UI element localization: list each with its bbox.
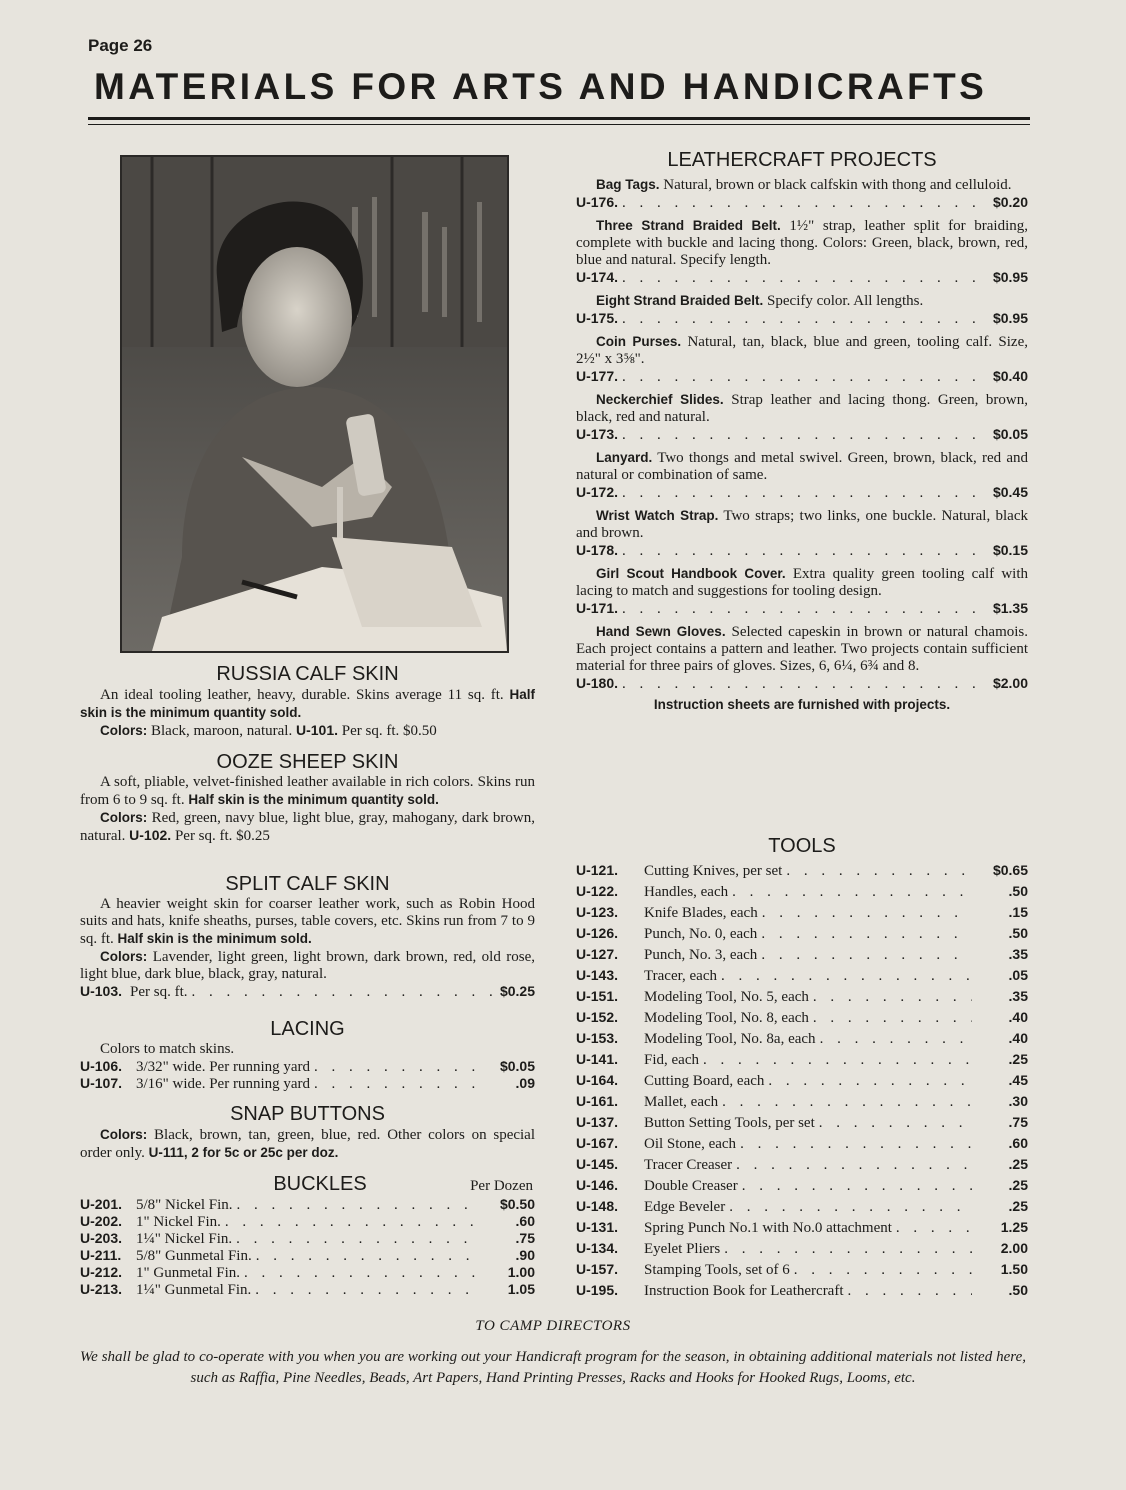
tool-row [576, 883, 1028, 904]
leader-dots [742, 1178, 972, 1195]
split-note: Half skin is the minimum sold. [117, 931, 312, 946]
tool-code: U-121. [576, 862, 619, 878]
project-item [576, 507, 1028, 560]
tool-desc: Modeling Tool, No. 8, each [644, 1010, 809, 1026]
tool-desc: Handles, each [644, 884, 729, 900]
buckle-row [80, 1196, 535, 1213]
lacing-row [80, 1075, 535, 1092]
tool-desc: Tracer, each [644, 968, 717, 984]
tool-price: $0.65 [992, 862, 1028, 878]
tool-desc: Edge Beveler [644, 1199, 726, 1215]
russia-heading: RUSSIA CALF SKIN [216, 663, 399, 685]
tool-code: U-143. [576, 967, 619, 983]
tool-code: U-134. [576, 1240, 619, 1256]
buckles-heading-row [80, 1172, 535, 1196]
leader-dots [256, 1248, 475, 1265]
lacing-desc: 3/32" wide. Per running yard [136, 1059, 311, 1075]
split-calf-section [80, 872, 535, 1001]
leader-dots [762, 905, 972, 922]
page-number: Page 26 [88, 36, 153, 55]
buckles-heading: BUCKLES [273, 1173, 367, 1195]
tool-row [576, 862, 1028, 883]
tool-row [576, 946, 1028, 967]
snap-colors-label: Colors: [100, 1127, 148, 1142]
leader-dots [786, 863, 972, 880]
project-price-row [576, 600, 1028, 618]
tool-price: .45 [1008, 1072, 1028, 1088]
title-rule-thick [88, 117, 1030, 120]
split-colors-label: Colors: [100, 949, 148, 964]
ooze-colors-label: Colors: [100, 810, 148, 825]
leathercraft-heading: LEATHERCRAFT PROJECTS [667, 149, 937, 171]
russia-price: Per sq. ft. $0.50 [341, 723, 437, 739]
project-price: $1.35 [992, 600, 1028, 616]
project-price-row [576, 675, 1028, 693]
buckles-section [80, 1172, 535, 1298]
tool-price: .50 [1008, 1282, 1028, 1298]
project-text: Selected capeskin in brown or natural chamois. Each project contains a pattern and leather. Two projects contain sufficient material for three pairs of gloves. Sizes, 6, 6¼, 6¾ and 8. [576, 624, 1028, 674]
tool-price: 1.25 [1000, 1219, 1028, 1235]
project-price: $0.15 [992, 542, 1028, 558]
tool-desc: Punch, No. 0, each [644, 926, 758, 942]
buckle-code: U-202. [80, 1213, 123, 1229]
project-desc [576, 333, 1028, 368]
leader-dots [236, 1231, 475, 1248]
tool-code: U-151. [576, 988, 619, 1004]
leader-dots [729, 1199, 972, 1216]
tool-price: .25 [1008, 1198, 1028, 1214]
leader-dots [622, 485, 989, 502]
russia-calf-section [80, 662, 535, 740]
project-code: U-173. [576, 426, 619, 442]
lacing-section [80, 1017, 535, 1092]
buckle-price: $0.50 [499, 1196, 535, 1212]
project-price: $0.40 [992, 368, 1028, 384]
leader-dots [192, 984, 496, 1001]
lacing-desc: 3/16" wide. Per running yard [136, 1076, 311, 1092]
tool-code: U-164. [576, 1072, 619, 1088]
tool-desc: Stamping Tools, set of 6 [644, 1262, 790, 1278]
leader-dots [794, 1262, 972, 1279]
buckle-desc: 1¼" Gunmetal Fin. [136, 1282, 252, 1298]
project-price: $0.05 [992, 426, 1028, 442]
lacing-heading: LACING [270, 1018, 345, 1040]
leader-dots [703, 1052, 972, 1069]
tool-row [576, 1009, 1028, 1030]
project-text: Specify color. All lengths. [767, 293, 924, 309]
project-price-row [576, 542, 1028, 560]
tool-price: .25 [1008, 1051, 1028, 1067]
leader-dots [622, 195, 989, 212]
tool-code: U-146. [576, 1177, 619, 1193]
tool-row [576, 1072, 1028, 1093]
lacing-code: U-107. [80, 1075, 123, 1091]
page-title: MATERIALS FOR ARTS AND HANDICRAFTS [94, 66, 988, 107]
project-price: $0.45 [992, 484, 1028, 500]
tool-price: .05 [1008, 967, 1028, 983]
tool-row [576, 904, 1028, 925]
project-price-row [576, 368, 1028, 386]
ooze-colors: Red, green, navy blue, light blue, gray, mahogany, dark brown, natural. [80, 810, 536, 844]
project-desc [576, 623, 1028, 675]
snap-buttons-section [80, 1102, 535, 1162]
project-code: U-176. [576, 194, 619, 210]
photo-illustration [122, 157, 507, 651]
leader-dots [721, 968, 972, 985]
buckle-code: U-213. [80, 1281, 123, 1297]
craft-photo [120, 155, 509, 653]
camp-directors-heading: TO CAMP DIRECTORS [475, 1318, 631, 1334]
project-text: Two thongs and metal swivel. Green, brown, black, red and natural or combination of same. [576, 450, 1029, 483]
leader-dots [848, 1283, 972, 1300]
project-text: Natural, brown or black calfskin with thong and celluloid. [663, 177, 1012, 193]
leader-dots [622, 601, 989, 618]
camp-directors-text: We shall be glad to co-operate with you when you are working out your Handicraft program for the season, in obtaining additional materials not listed here, such as Raffia, Pine Needles, Beads, Art Papers, Hand Printing Presses, Racks and Hooks for Hooked Rugs, Looms, etc. [80, 1349, 1026, 1386]
tool-row [576, 1261, 1028, 1282]
leader-dots [622, 270, 989, 287]
tool-code: U-141. [576, 1051, 619, 1067]
leader-dots [761, 926, 972, 943]
tool-price: 1.50 [1000, 1261, 1028, 1277]
ooze-code: U-102. [129, 827, 172, 843]
tools-heading: TOOLS [768, 835, 836, 857]
leader-dots [732, 884, 972, 901]
project-price-row [576, 194, 1028, 212]
tool-price: .60 [1008, 1135, 1028, 1151]
leader-dots [622, 427, 989, 444]
tool-desc: Cutting Knives, per set [644, 863, 783, 879]
project-price: $0.95 [992, 310, 1028, 326]
tool-row [576, 1156, 1028, 1177]
leader-dots [722, 1094, 972, 1111]
buckle-row [80, 1264, 535, 1281]
tool-price: .30 [1008, 1093, 1028, 1109]
project-code: U-178. [576, 542, 619, 558]
tool-desc: Eyelet Pliers [644, 1241, 721, 1257]
tool-code: U-148. [576, 1198, 619, 1214]
tool-price: .50 [1008, 925, 1028, 941]
leader-dots [244, 1265, 475, 1282]
tool-row [576, 925, 1028, 946]
russia-code: U-101. [295, 722, 338, 738]
project-text: Two straps; two links, one buckle. Natural, black and brown. [576, 508, 1028, 541]
leathercraft-section [576, 148, 1028, 713]
tool-desc: Punch, No. 3, each [644, 947, 758, 963]
project-code: U-180. [576, 675, 619, 691]
leader-dots [724, 1241, 972, 1258]
project-item [576, 565, 1028, 618]
lacing-intro: Colors to match skins. [100, 1041, 235, 1057]
russia-text: An ideal tooling leather, heavy, durable. Skins average 11 sq. ft. [100, 687, 504, 703]
leader-dots [736, 1157, 972, 1174]
project-name: Neckerchief Slides. [596, 392, 724, 407]
buckle-code: U-201. [80, 1196, 123, 1212]
project-text: Natural, tan, black, blue and green, tooling calf. Size, 2½" x 3⅝". [576, 334, 1029, 367]
buckle-code: U-211. [80, 1247, 122, 1263]
buckle-price: 1.00 [507, 1264, 535, 1280]
project-item [576, 217, 1028, 287]
snap-colors: Black, brown, tan, green, blue, red. Other colors on special order only. [80, 1127, 536, 1161]
lacing-code: U-106. [80, 1058, 123, 1074]
project-desc [576, 507, 1028, 542]
split-heading: SPLIT CALF SKIN [225, 873, 390, 895]
leader-dots [622, 369, 989, 386]
tool-price: .25 [1008, 1177, 1028, 1193]
tool-desc: Knife Blades, each [644, 905, 758, 921]
project-desc [576, 217, 1028, 269]
project-name: Wrist Watch Strap. [596, 508, 719, 523]
tool-price: .50 [1008, 883, 1028, 899]
project-name: Lanyard. [596, 450, 653, 465]
project-name: Girl Scout Handbook Cover. [596, 566, 786, 581]
tool-code: U-127. [576, 946, 619, 962]
tool-price: .40 [1008, 1009, 1028, 1025]
tool-desc: Double Creaser [644, 1178, 738, 1194]
lacing-price: .09 [515, 1075, 535, 1091]
leader-dots [255, 1282, 475, 1299]
buckle-price: 1.05 [507, 1281, 535, 1297]
tool-desc: Button Setting Tools, per set [644, 1115, 815, 1131]
project-price-row [576, 310, 1028, 328]
leader-dots [740, 1136, 972, 1153]
project-price-row [576, 269, 1028, 287]
project-item [576, 176, 1028, 212]
leader-dots [819, 1115, 972, 1132]
tool-price: .35 [1008, 988, 1028, 1004]
leader-dots [225, 1214, 475, 1231]
snap-order: U-111, 2 for 5c or 25c per doz. [148, 1145, 339, 1160]
leader-dots [813, 989, 972, 1006]
tool-price: .35 [1008, 946, 1028, 962]
tool-row [576, 1219, 1028, 1240]
lacing-row [80, 1058, 535, 1075]
project-item [576, 292, 1028, 328]
project-price: $0.95 [992, 269, 1028, 285]
project-code: U-175. [576, 310, 619, 326]
project-code: U-171. [576, 600, 619, 616]
project-desc [576, 292, 1028, 310]
project-desc [576, 176, 1028, 194]
project-name: Eight Strand Braided Belt. [596, 293, 764, 308]
project-price-row [576, 484, 1028, 502]
tool-code: U-131. [576, 1219, 619, 1235]
project-desc [576, 565, 1028, 600]
project-code: U-172. [576, 484, 619, 500]
tool-row [576, 1114, 1028, 1135]
project-code: U-174. [576, 269, 619, 285]
russia-colors-label: Colors: [100, 723, 148, 738]
leader-dots [761, 947, 972, 964]
buckle-row [80, 1230, 535, 1247]
project-item [576, 449, 1028, 502]
leader-dots [820, 1031, 972, 1048]
tool-code: U-153. [576, 1030, 619, 1046]
title-rule-thin [88, 124, 1030, 125]
split-code: U-103. [80, 983, 123, 999]
tool-code: U-145. [576, 1156, 619, 1172]
tool-desc: Oil Stone, each [644, 1136, 737, 1152]
instruction-note: Instruction sheets are furnished with projects. [653, 697, 951, 712]
project-item [576, 333, 1028, 386]
buckle-desc: 1" Gunmetal Fin. [136, 1265, 241, 1281]
tool-code: U-152. [576, 1009, 619, 1025]
leader-dots [813, 1010, 972, 1027]
tool-desc: Mallet, each [644, 1094, 719, 1110]
buckle-row [80, 1281, 535, 1298]
lacing-list [80, 1058, 535, 1092]
split-colors: Lavender, light green, light brown, dark brown, red, old rose, light blue, dark blue, black, gray, natural. [80, 949, 536, 982]
tool-row [576, 1051, 1028, 1072]
tool-code: U-122. [576, 883, 619, 899]
ooze-price: Per sq. ft. $0.25 [174, 828, 270, 844]
buckle-price: .90 [515, 1247, 535, 1263]
ooze-heading: OOZE SHEEP SKIN [216, 751, 399, 773]
tools-section [576, 834, 1028, 1303]
tool-desc: Spring Punch No.1 with No.0 attachment [644, 1220, 892, 1236]
project-desc [576, 449, 1028, 484]
leader-dots [314, 1076, 475, 1093]
tool-row [576, 967, 1028, 988]
tool-row [576, 1198, 1028, 1219]
tools-list [576, 862, 1028, 1303]
buckle-code: U-212. [80, 1264, 123, 1280]
buckle-desc: 1" Nickel Fin. [136, 1214, 221, 1230]
tool-desc: Instruction Book for Leathercraft [644, 1283, 844, 1299]
tool-code: U-167. [576, 1135, 619, 1151]
project-text: Strap leather and lacing thong. Green, brown, black, red and natural. [576, 392, 1028, 425]
leader-dots [622, 311, 989, 328]
tool-row [576, 1135, 1028, 1156]
split-text: A heavier weight skin for coarser leather work, such as Robin Hood suits and hats, knife sheaths, purses, table covers, etc. Skins run from 7 to 9 sq. ft. [80, 896, 535, 947]
buckle-desc: 5/8" Gunmetal Fin. [136, 1248, 252, 1264]
project-name: Three Strand Braided Belt. [596, 218, 781, 233]
russia-colors: Black, maroon, natural. [151, 723, 293, 739]
buckle-desc: 1¼" Nickel Fin. [136, 1231, 233, 1247]
tool-price: 2.00 [1000, 1240, 1028, 1256]
split-price: $0.25 [499, 983, 535, 999]
tool-desc: Cutting Board, each [644, 1073, 765, 1089]
leader-dots [622, 543, 989, 560]
project-code: U-177. [576, 368, 619, 384]
tool-row [576, 988, 1028, 1009]
project-price-row [576, 426, 1028, 444]
tool-row [576, 1093, 1028, 1114]
split-price-row [80, 983, 535, 1001]
tool-desc: Modeling Tool, No. 8a, each [644, 1031, 816, 1047]
tool-desc: Tracer Creaser [644, 1157, 733, 1173]
russia-note: Half skin is the minimum quantity sold. [80, 687, 535, 720]
buckle-price: .60 [515, 1213, 535, 1229]
project-price: $2.00 [992, 675, 1028, 691]
buckles-list [80, 1196, 535, 1298]
tool-row [576, 1030, 1028, 1051]
leader-dots [314, 1059, 475, 1076]
tool-code: U-195. [576, 1282, 619, 1298]
project-name: Coin Purses. [596, 334, 682, 349]
ooze-text: A soft, pliable, velvet-finished leather available in rich colors. Skins run from 6 to 9 sq. ft. [80, 774, 535, 808]
project-item [576, 623, 1028, 693]
project-price: $0.20 [992, 194, 1028, 210]
project-text: Extra quality green tooling calf with lacing to match and suggestions for tooling design. [576, 566, 1029, 599]
projects-list [576, 176, 1028, 693]
tool-desc: Modeling Tool, No. 5, each [644, 989, 809, 1005]
tool-code: U-123. [576, 904, 619, 920]
leader-dots [237, 1197, 475, 1214]
split-desc: Per sq. ft. [130, 984, 188, 1000]
ooze-sheep-section [80, 750, 535, 845]
leader-dots [622, 676, 989, 693]
tool-code: U-126. [576, 925, 619, 941]
buckle-price: .75 [515, 1230, 535, 1246]
leader-dots [768, 1073, 972, 1090]
tool-price: .75 [1008, 1114, 1028, 1130]
ooze-note: Half skin is the minimum quantity sold. [188, 792, 439, 807]
tool-code: U-161. [576, 1093, 619, 1109]
buckle-code: U-203. [80, 1230, 123, 1246]
tool-price: .25 [1008, 1156, 1028, 1172]
snap-heading: SNAP BUTTONS [230, 1103, 385, 1125]
buckle-row [80, 1247, 535, 1264]
tool-price: .15 [1008, 904, 1028, 920]
tool-row [576, 1282, 1028, 1303]
buckles-per-dozen: Per Dozen [470, 1178, 533, 1194]
tool-desc: Fid, each [644, 1052, 699, 1068]
buckle-desc: 5/8" Nickel Fin. [136, 1197, 233, 1213]
tool-row [576, 1177, 1028, 1198]
tool-row [576, 1240, 1028, 1261]
tool-price: .40 [1008, 1030, 1028, 1046]
project-desc [576, 391, 1028, 426]
tool-code: U-137. [576, 1114, 619, 1130]
project-text: 1½" strap, leather split for braiding, complete with buckle and lacing thong. Colors: Green, black, brown, red, blue and natural. Specify length. [576, 218, 1029, 268]
tool-code: U-157. [576, 1261, 619, 1277]
project-name: Hand Sewn Gloves. [596, 624, 726, 639]
lacing-price: $0.05 [499, 1058, 535, 1074]
project-name: Bag Tags. [596, 177, 660, 192]
project-item [576, 391, 1028, 444]
buckle-row [80, 1213, 535, 1230]
leader-dots [896, 1220, 972, 1237]
